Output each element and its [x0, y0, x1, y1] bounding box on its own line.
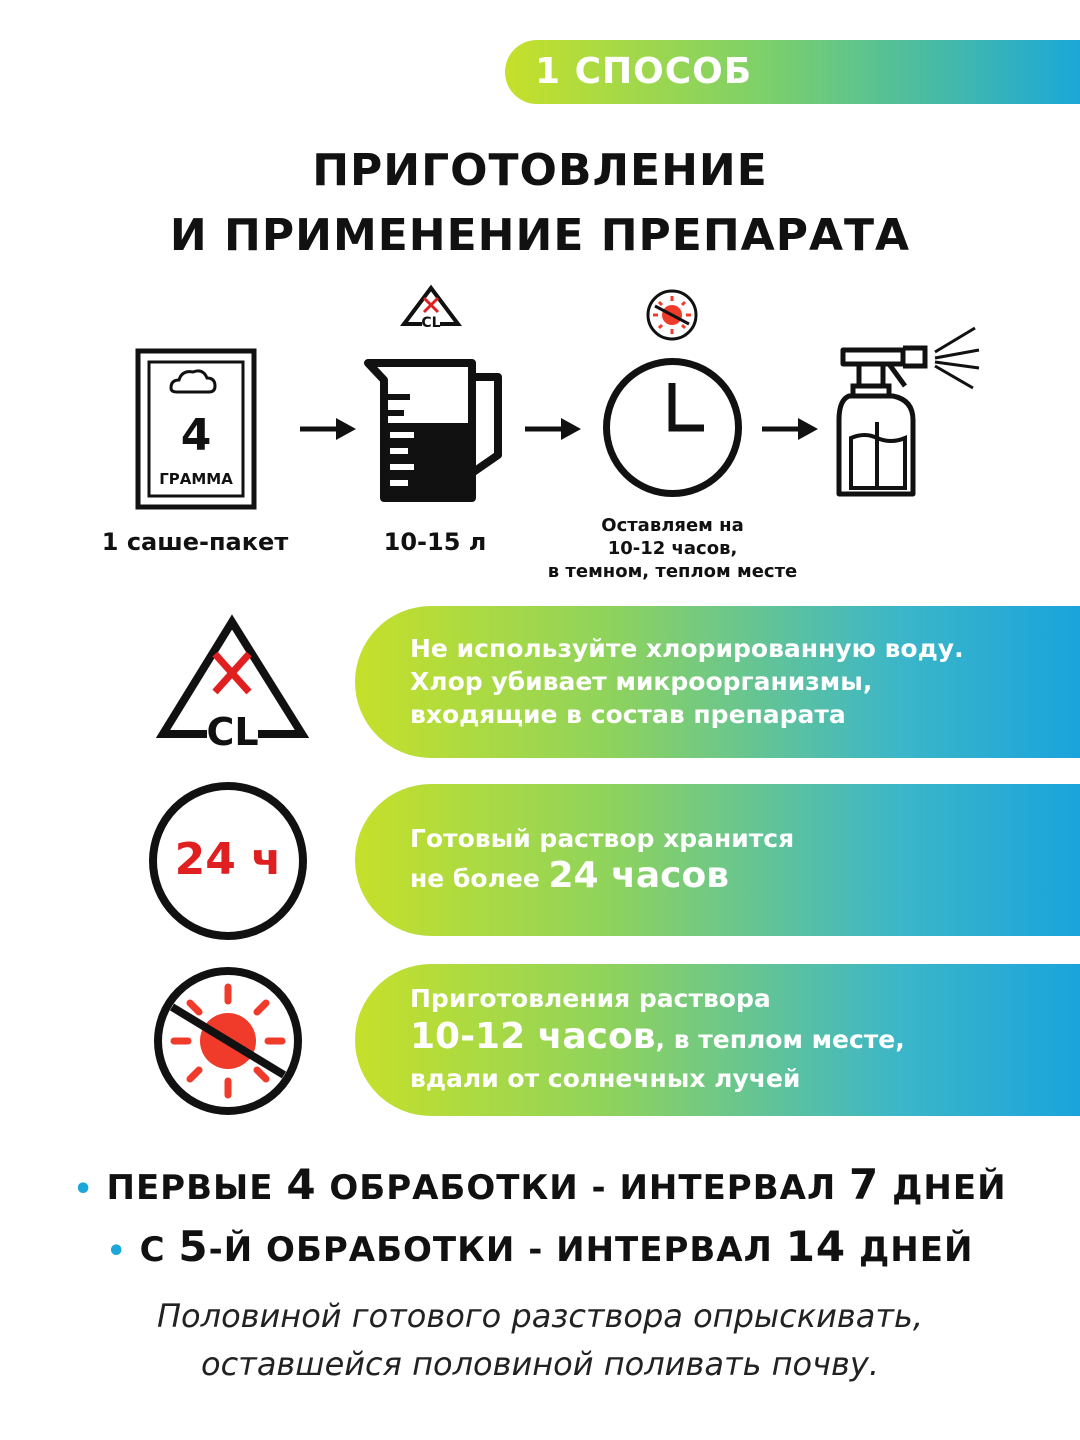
- info-panel-storage: [355, 784, 1080, 936]
- no-chlorine-symbol: CL: [206, 710, 259, 754]
- method-badge: 1 СПОСОБ: [505, 40, 1080, 104]
- info-panel-chlorine: [355, 606, 1080, 758]
- panel2-line1: Готовый раствор хранится: [410, 824, 795, 853]
- schedule-bullet-first: [0, 1160, 1080, 1209]
- bullet1-text-a: ПЕРВЫЕ: [106, 1168, 287, 1208]
- timer-24h-label: 24 ч: [174, 834, 282, 885]
- bullet1-num1: 4: [286, 1160, 317, 1209]
- arrow-right-icon: [525, 416, 581, 446]
- no-sun-icon: [152, 965, 304, 1117]
- bullet2-text-c: ДНЕЙ: [846, 1230, 974, 1270]
- no-chlorine-icon: [155, 612, 310, 752]
- panel2-line2-prefix: не более: [410, 864, 549, 893]
- panel3-line3: вдали от солнечных лучей: [410, 1064, 801, 1093]
- no-chlorine-small-icon: [400, 284, 462, 334]
- panel3-line2: [410, 1015, 1080, 1062]
- step3-label-line3: в темном, теплом месте: [547, 561, 798, 582]
- bullet2-text-b: -Й ОБРАБОТКИ - ИНТЕРВАЛ: [208, 1230, 786, 1270]
- bullet-dot: •: [73, 1172, 94, 1207]
- panel1-line1: Не используйте хлорированную воду.: [410, 634, 964, 663]
- panel1-line3: входящие в состав препарата: [410, 700, 846, 729]
- bullet2-text-a: С: [139, 1230, 179, 1270]
- schedule-bullet-second: [0, 1222, 1080, 1271]
- step1-label: 1 саше-пакет: [101, 528, 289, 556]
- sachet-unit: ГРАММА: [159, 470, 233, 488]
- panel3-line2-suffix: , в теплом месте,: [655, 1025, 905, 1054]
- clock-icon: [600, 355, 745, 500]
- arrow-right-icon: [762, 416, 818, 446]
- sachet-icon: [135, 348, 257, 510]
- panel2-line2: [410, 855, 1080, 896]
- chlorine-symbol: CL: [421, 315, 441, 331]
- bullet1-text-c: ДНЕЙ: [879, 1168, 1007, 1208]
- bullet-dot: •: [106, 1234, 127, 1269]
- usage-note-line2: оставшейся половиной поливать почву.: [201, 1345, 879, 1383]
- sachet-amount: 4: [180, 410, 212, 461]
- measuring-jug-icon: [360, 355, 510, 505]
- usage-note-line1: Половиной готового разствора опрыскивать,: [156, 1297, 924, 1335]
- panel3-line2-emphasis: 10-12 часов: [410, 1016, 656, 1057]
- panel1-line2: Хлор убивает микроорганизмы,: [410, 667, 873, 696]
- timer-24h-icon: [147, 780, 309, 942]
- bullet1-num2: 7: [849, 1160, 880, 1209]
- bullet2-num2: 14: [785, 1222, 847, 1271]
- step3-label-line2: 10-12 часов,: [607, 538, 738, 559]
- page-title-line1: ПРИГОТОВЛЕНИЕ: [312, 145, 768, 196]
- bullet1-text-b: ОБРАБОТКИ - ИНТЕРВАЛ: [316, 1168, 850, 1208]
- page-title-line2: И ПРИМЕНЕНИЕ ПРЕПАРАТА: [169, 210, 911, 261]
- arrow-right-icon: [300, 416, 356, 446]
- no-sun-small-icon: [645, 288, 699, 342]
- panel2-line2-emphasis: 24 часов: [548, 855, 729, 896]
- spray-bottle-icon: [835, 322, 985, 502]
- bullet2-num1: 5: [178, 1222, 209, 1271]
- panel3-line1: Приготовления раствора: [410, 984, 771, 1013]
- info-panel-preparation: [355, 964, 1080, 1116]
- step2-label: 10-15 л: [383, 528, 487, 556]
- step3-label-line1: Оставляем на: [601, 515, 744, 536]
